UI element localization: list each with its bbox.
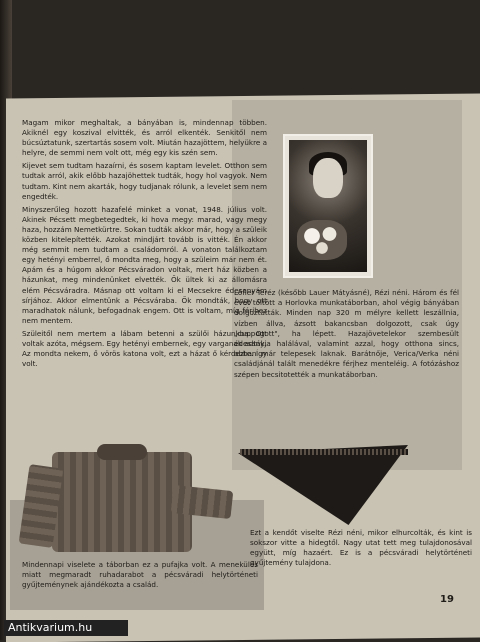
portrait-image	[289, 140, 367, 272]
shawl-photo	[238, 445, 408, 525]
jacket-photo	[12, 432, 227, 554]
shawl-caption: Ezt a kendőt viselte Rézi néni, mikor elhurcolták, és kint is sokszor vitte a hidegtől. Nagy utat tett meg tulajdonosával együtt, míg hazaért. Ez is a pécsváradi helytörténeti gyűjtemény tulajdona.	[250, 528, 472, 568]
portrait-caption: Löfler Teréz (később Lauer Mátyásné), Rézi néni. Három és fél évet töltött a Horlovka munkatáborban, ahol végig bányában dolgoztatták. Minden nap 320 m mélyre kellett leszállnia, vízben állva, ázsott bakancsban dolgozott, csak úgy „cuppogott", ha lépett. Hazajövetelekor szembesült édesanyja halálával, valamint azzal, hogy otthona sincs, abban már telepesek laknak. Barátnője, Verica/Verka néni családjánál talált menedékre férjhez menteléig. A fotózáshoz szépen becsitotették a munkatáborban.	[234, 288, 459, 379]
paragraph-2: Kijevet sem tudtam hazaírni, és sosem kaptam levelet. Otthon sem tudtak arról, akik előbb hazajöhettek tudták, hogy hol vagyok. Nem tudtam. Kint nem akarták, hogy tudjanak rólunk, a levelet sem nem engedték.	[22, 161, 267, 201]
portrait-flowers	[297, 220, 347, 260]
paragraph-3: Minyszerűleg hozott hazafelé minket a vonat, 1948. július volt. Akinek Pécsett megbetegedtek, ki hova megy: marad, vagy megy haza, hozzám Nemetkürtre. Sokan tudták akkor már, hogy a szüleik közben kitelepítették. Azokat mindjárt tovább is vitték. Én akkor még semmit nem tudtam a családomról. A vonaton találkoztam egy hetényi emberrel, ő mondta meg, hogy a szüleim már nem ét. Apám és a húgom akkor Pécsváradon voltak, mert ház közben a házunkat, meg mindenünket elvették. Ők ültek ki az állomásra elém Pécsváradra. Másnap ott voltam ki el Mecsekre édesanyám sírjához. Akkor elmentünk a Pécsváraba. Ők mondták, hogy ott maradhatok nálunk, befogadnak engem. Ott is voltam, míg férjhez nem mentem.	[22, 204, 267, 325]
page-number: 19	[440, 594, 454, 605]
watermark: Antikvarium.hu	[4, 620, 128, 636]
jacket-sleeve-right	[171, 485, 234, 519]
jacket-sleeve-left	[19, 464, 64, 548]
portrait-photo	[283, 134, 373, 278]
shawl-image	[238, 445, 408, 525]
paragraph-1: Magam mikor meghaltak, a bányában is, mindennap többen. Akiknél egy koszival elvitték, és arról elkenték. Senkitől nem búcsúztatunk, szertartás sosem volt. Miután hazajöttem, helyükre a helyre, de semmi nem volt ott, még egy kis szén sem.	[22, 118, 267, 158]
jacket-collar	[97, 444, 147, 460]
paragraph-4: Szüleitől nem mertem a lábam betenni a szülői házunkba. Ott voltak azóta, mégsem. Egy hetényi embernek, egy varganak adták. Az mondta nekem, ő vörös katona volt, ezt a házat ő kérdezte. Így volt.	[22, 328, 267, 369]
portrait-face	[313, 158, 343, 198]
jacket-caption: Mindennapi viselete a táborban ez a pufajka volt. A menekülés miatt megmaradt ruhadarabot a pécsváradi helytörténeti gyűjteménynek ajándékozta a család.	[22, 560, 258, 589]
left-column-text	[22, 118, 267, 372]
shawl-fringe	[240, 449, 408, 455]
jacket-image	[52, 452, 192, 552]
